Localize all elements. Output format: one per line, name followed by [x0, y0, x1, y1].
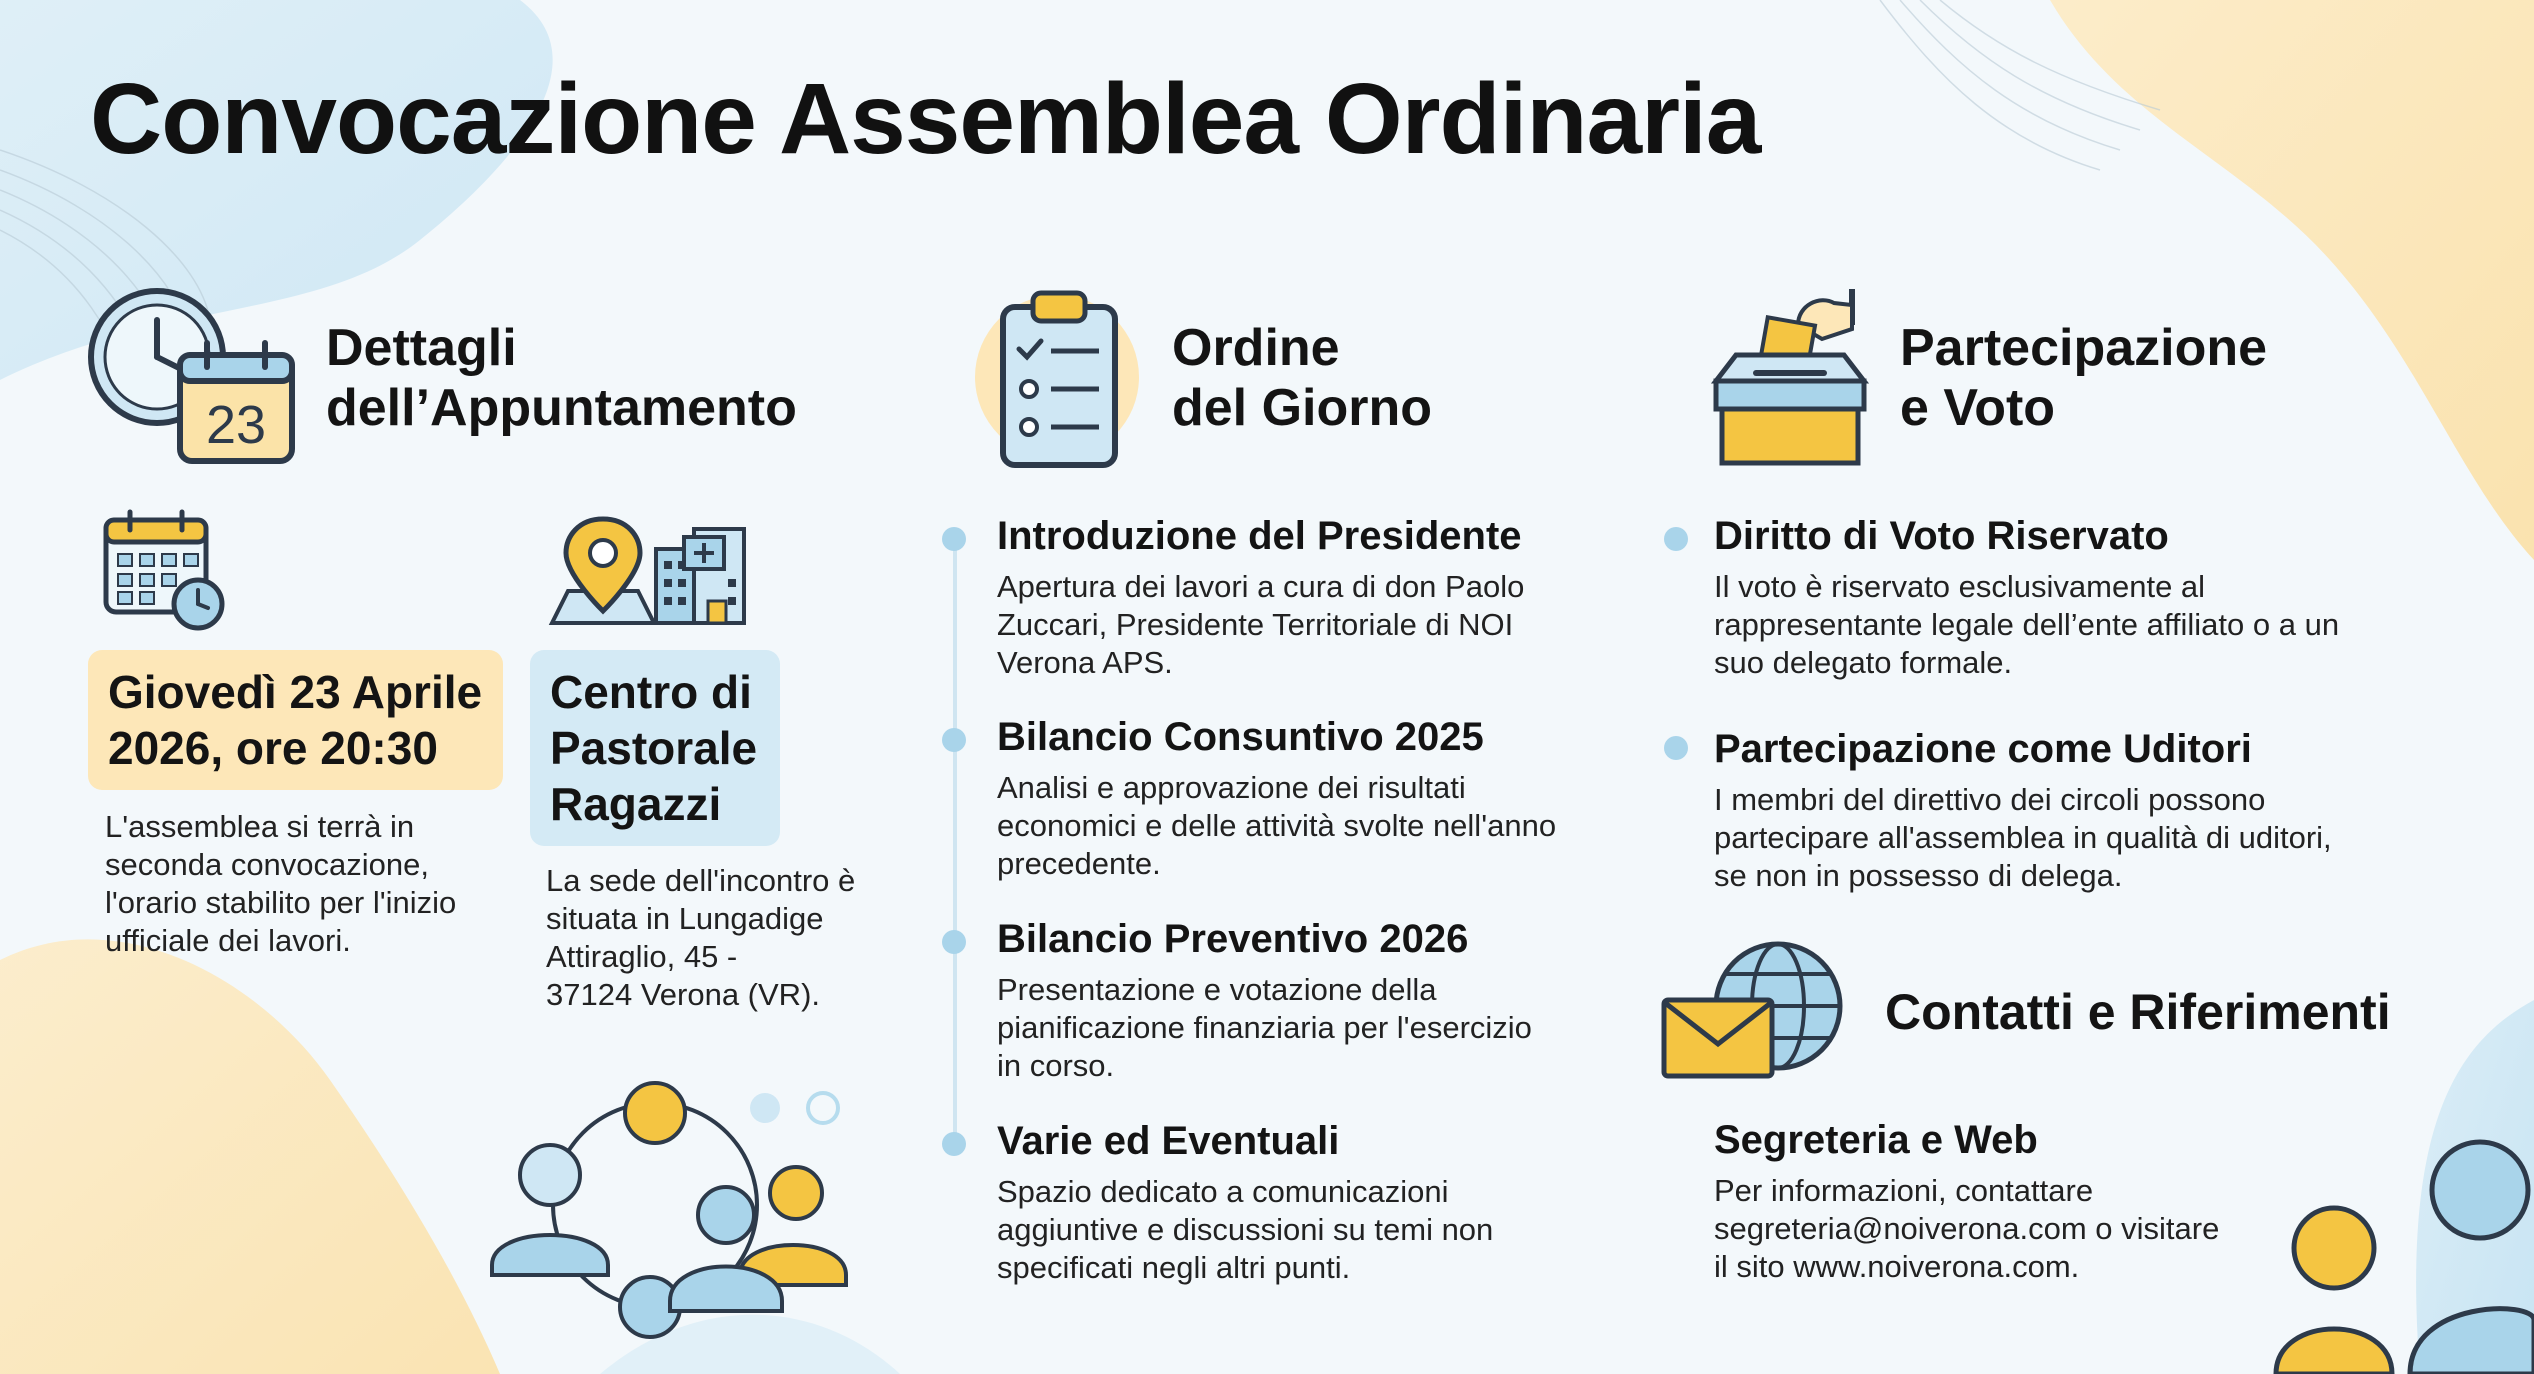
page-title: Convocazione Assemblea Ordinaria — [90, 63, 1761, 175]
contacts-subtitle: Segreteria e Web — [1714, 1118, 2038, 1162]
agenda-item: Introduzione del Presidente Apertura dei lavori a cura di don Paolo Zuccari, Presidente Territoriale di NOI Verona APS. — [997, 514, 1525, 680]
voting-item: Diritto di Voto Riservato Il voto è riservato esclusivamente al rappresentante legale dell’ente affiliato o a un suo delegato formale. — [1714, 514, 2340, 680]
agenda-item: Bilancio Consuntivo 2025 Analisi e approvazione dei risultati economici e delle attività svolte nell'anno precedente. — [997, 715, 1557, 881]
agenda-item: Varie ed Eventuali Spazio dedicato a comunicazioni aggiuntive e discussioni su temi non specificati negli altri punti. — [997, 1119, 1494, 1285]
date-box: Giovedì 23 Aprile 2026, ore 20:30 — [88, 650, 503, 790]
agenda-bullet — [942, 1132, 966, 1156]
agenda-bullet — [942, 930, 966, 954]
agenda-timeline — [953, 540, 957, 1140]
contacts-section-title: Contatti e Riferimenti — [1885, 984, 2391, 1040]
voting-bullet — [1664, 736, 1688, 760]
calendar-clock-icon — [102, 508, 226, 632]
agenda-bullet — [942, 728, 966, 752]
place-box: Centro di Pastorale Ragazzi — [530, 650, 780, 846]
date-description: L'assemblea si terrà in seconda convocazione, l'orario stabilito per l'inizio ufficiale dei lavori. — [105, 809, 457, 958]
location-building-icon — [548, 515, 750, 627]
clipboard-checklist-icon — [975, 285, 1150, 470]
people-network-icon — [490, 1075, 850, 1355]
agenda-item: Bilancio Preventivo 2026 Presentazione e votazione della pianificazione finanziaria per l'esercizio in corso. — [997, 917, 1532, 1083]
place-description: La sede dell'incontro è situata in Lungadige Attiraglio, 45 - 37124 Verona (VR). — [546, 863, 856, 1012]
clock-calendar-icon — [85, 285, 300, 470]
details-section-title: Dettagli dell’Appuntamento — [326, 319, 797, 437]
voting-bullet — [1664, 527, 1688, 551]
agenda-bullet — [942, 527, 966, 551]
agenda-section-title: Ordine del Giorno — [1172, 319, 1432, 437]
svg-text:23: 23 — [205, 395, 267, 455]
ballot-box-icon — [1702, 285, 1877, 470]
envelope-globe-icon — [1660, 940, 1845, 1080]
voting-item: Partecipazione come Uditori I membri del direttivo dei circoli possono partecipare all'assemblea in qualità di uditori, se non in possesso di delega. — [1714, 727, 2332, 893]
people-group-icon — [2270, 1130, 2534, 1374]
contacts-text: Per informazioni, contattare segreteria@noiverona.com o visitare il sito www.noiverona.com. — [1714, 1173, 2220, 1284]
voting-section-title: Partecipazione e Voto — [1900, 319, 2268, 437]
